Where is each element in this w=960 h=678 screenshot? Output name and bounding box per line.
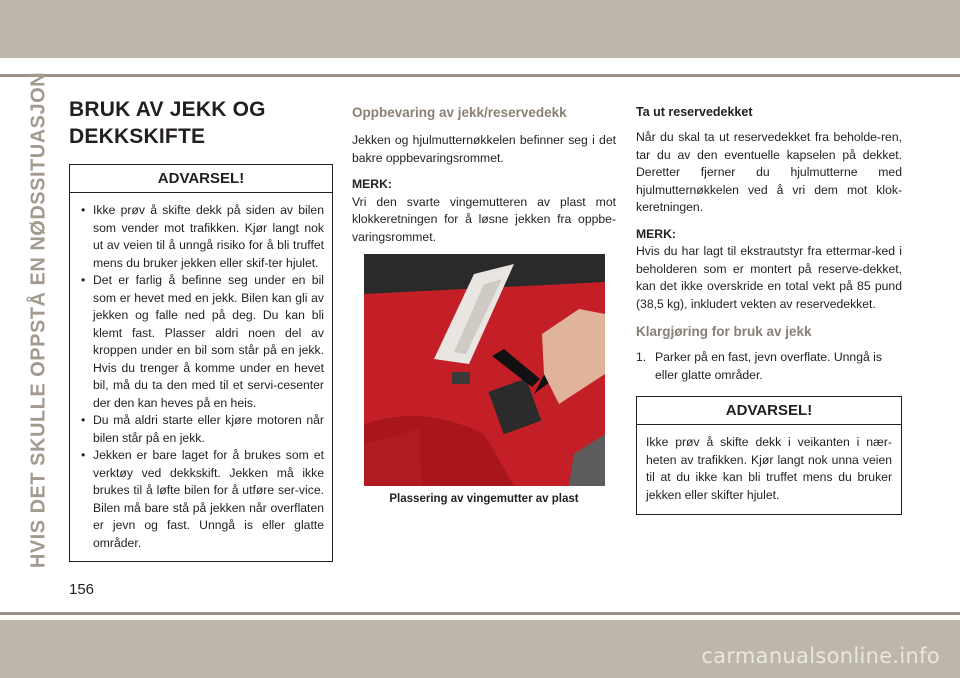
remove-spare-heading: Ta ut reservedekket — [636, 105, 753, 119]
warning-list-item: • Det er farlig å befinne seg under en bil som er hevet med en jekk. Bilen kan gli av jekken og falle ned på deg. Du kan bli klemt fast. Plasser aldri noen del av kroppen under en bil som står på en jekk. Hvis du trenger å komme under en hevet bil, må du ta den med til et servi-cesenter der den kan heves på en heis. — [78, 272, 324, 412]
page-number: 156 — [69, 581, 95, 598]
bottom-rule — [0, 612, 960, 615]
warning-list-item: • Jekken er bare laget for å brukes som et verktøy ved dekkskift. Jekken må ikke brukes til å løfte bilen for å utføre ser-vice. Bilen må bare stå på jekken når overflaten er jevn og fast. Unngå is eller glatte områder. — [78, 447, 324, 552]
page-title-line1: BRUK AV JEKK OG — [69, 98, 266, 121]
note-label: MERK: — [636, 226, 676, 241]
top-rule — [0, 74, 960, 77]
jack-storage-paragraph: Jekken og hjulmutternøkkelen befinner seg i det bakre oppbevaringsrommet. — [352, 133, 616, 165]
remove-spare-paragraph: Når du skal ta ut reservedekket fra beholde-ren, tar du av den eventuelle kapselen på dekket. Deretter fjerner du hjulmutterne med hjulmutternøkkelen ved å vri dem mot klok-keretningen. — [636, 130, 902, 214]
step-text: Parker på en fast, jevn overflate. Unngå is eller glatte områder. — [655, 350, 882, 382]
warning-list-item: • Ikke prøv å skifte dekk på siden av bilen som vender mot trafikken. Kjør langt nok ut av veien til å unngå risiko for å bli truffet mens du bruker jekken eller skif-ter hjulet. — [78, 202, 324, 272]
warning-body — [70, 193, 332, 561]
trunk-storage-photo — [364, 254, 605, 486]
photo-caption: Plassering av vingemutter av plast — [389, 493, 579, 505]
jack-prep-heading: Klargjøring for bruk av jekk — [636, 324, 812, 339]
column-1 — [69, 96, 333, 562]
watermark: carmanualsonline.info — [701, 644, 940, 668]
warning-body: Ikke prøv å skifte dekk i veikanten i nær-heten av trafikken. Kjør langt nok unna veien til at du ikke kan bli truffet mens du bruker jekken eller skifter hjulet. — [646, 435, 892, 502]
section-side-tab-label: HVIS DET SKULLE OPPSTÅ EN NØDSSITUASJON — [27, 71, 50, 569]
page-title-line2: DEKKSKIFTE — [69, 125, 206, 148]
warning-title: ADVARSEL! — [637, 397, 901, 425]
warning-box — [69, 164, 333, 562]
note-label: MERK: — [352, 177, 392, 191]
step-number: 1. — [636, 350, 647, 364]
column-3 — [636, 104, 902, 515]
column-2 — [352, 104, 616, 505]
page-title — [69, 96, 333, 150]
warning-list — [78, 202, 324, 552]
note-text: Hvis du har lagt til ekstrautstyr fra ettermar-ked i beholderen som er montert på reserve-dekket, kan det ikke overskride en total vekt på 85 pund (38,5 kg), inkludert vekten av reservedekket. — [636, 244, 902, 311]
section-side-tab — [22, 71, 56, 569]
jack-storage-heading: Oppbevaring av jekk/reservedekk — [352, 105, 567, 120]
warning-box — [636, 396, 902, 515]
warning-list-item: • Du må aldri starte eller kjøre motoren når bilen står på en jekk. — [78, 412, 324, 447]
warning-title: ADVARSEL! — [70, 165, 332, 193]
trunk-storage-illustration — [364, 254, 605, 486]
note-text: Vri den svarte vingemutteren av plast mot klokkeretningen for å løsne jekken fra oppbe-varingsrommet. — [352, 194, 616, 244]
step-item — [636, 349, 902, 384]
top-decorative-band — [0, 0, 960, 58]
